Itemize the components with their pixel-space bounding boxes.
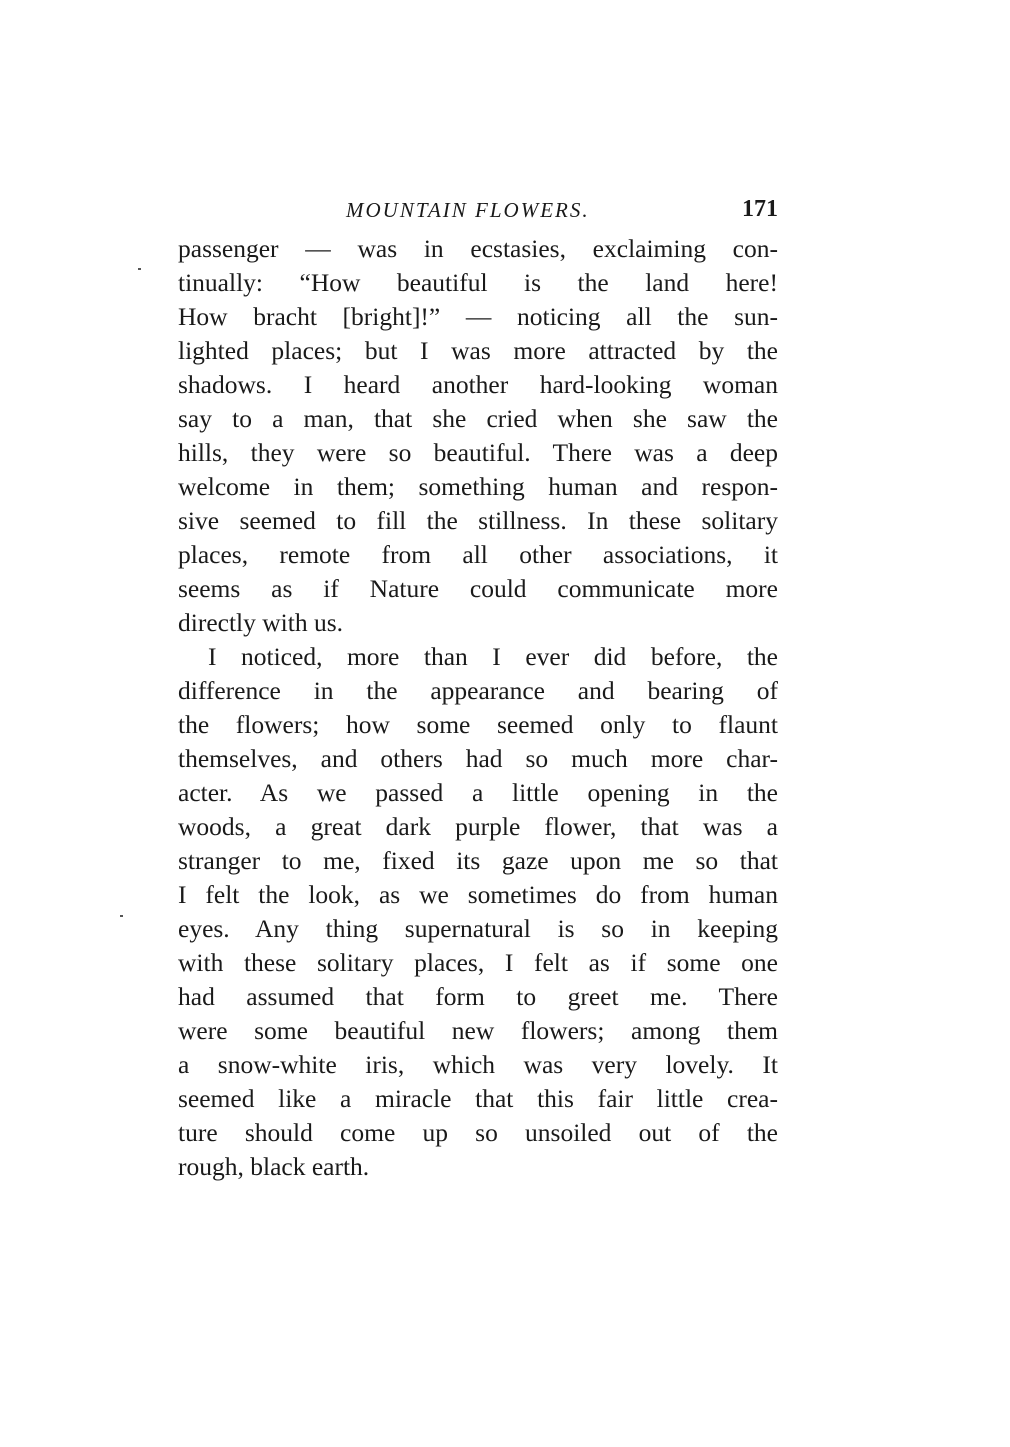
text-line: hills, they were so beautiful. There was a deep bbox=[178, 438, 778, 467]
text-line: welcome in them; something human and respon- bbox=[178, 472, 778, 501]
text-line: lighted places; but I was more attracted by the bbox=[178, 336, 778, 365]
text-line: woods, a great dark purple flower, that was a bbox=[178, 812, 778, 841]
text-line: seems as if Nature could communicate more bbox=[178, 574, 778, 603]
text-line: passenger — was in ecstasies, exclaiming con- bbox=[178, 234, 778, 263]
margin-mark bbox=[120, 915, 123, 917]
text-line: How bracht [bright]!” — noticing all the sun- bbox=[178, 302, 778, 331]
text-line: ture should come up so unsoiled out of the bbox=[178, 1118, 778, 1147]
paragraph bbox=[178, 232, 778, 640]
text-line: stranger to me, fixed its gaze upon me so that bbox=[178, 846, 778, 875]
text-line: say to a man, that she cried when she saw the bbox=[178, 404, 778, 433]
text-line: I noticed, more than I ever did before, the bbox=[208, 642, 778, 671]
text-line: difference in the appearance and bearing of bbox=[178, 676, 778, 705]
margin-mark bbox=[138, 268, 141, 270]
text-line: I felt the look, as we sometimes do from human bbox=[178, 880, 778, 909]
text-line: shadows. I heard another hard-looking woman bbox=[178, 370, 778, 399]
text-line: rough, black earth. bbox=[178, 1152, 370, 1181]
text-line: with these solitary places, I felt as if some one bbox=[178, 948, 778, 977]
text-line: the flowers; how some seemed only to flaunt bbox=[178, 710, 778, 739]
paragraph bbox=[178, 640, 778, 1184]
text-line: tinually: “How beautiful is the land here! bbox=[178, 268, 778, 297]
text-line: were some beautiful new flowers; among them bbox=[178, 1016, 778, 1045]
text-line: places, remote from all other associations, it bbox=[178, 540, 778, 569]
running-head bbox=[178, 198, 778, 228]
text-line: eyes. Any thing supernatural is so in keeping bbox=[178, 914, 778, 943]
running-title: MOUNTAIN FLOWERS. bbox=[346, 198, 590, 222]
text-line: had assumed that form to greet me. There bbox=[178, 982, 778, 1011]
text-line: directly with us. bbox=[178, 608, 344, 637]
body-text bbox=[178, 232, 778, 1184]
page-number: 171 bbox=[742, 196, 778, 222]
text-line: acter. As we passed a little opening in the bbox=[178, 778, 778, 807]
text-line: a snow-white iris, which was very lovely. It bbox=[178, 1050, 778, 1079]
text-line: sive seemed to fill the stillness. In these solitary bbox=[178, 506, 778, 535]
text-line: themselves, and others had so much more char- bbox=[178, 744, 778, 773]
text-line: seemed like a miracle that this fair little crea- bbox=[178, 1084, 778, 1113]
